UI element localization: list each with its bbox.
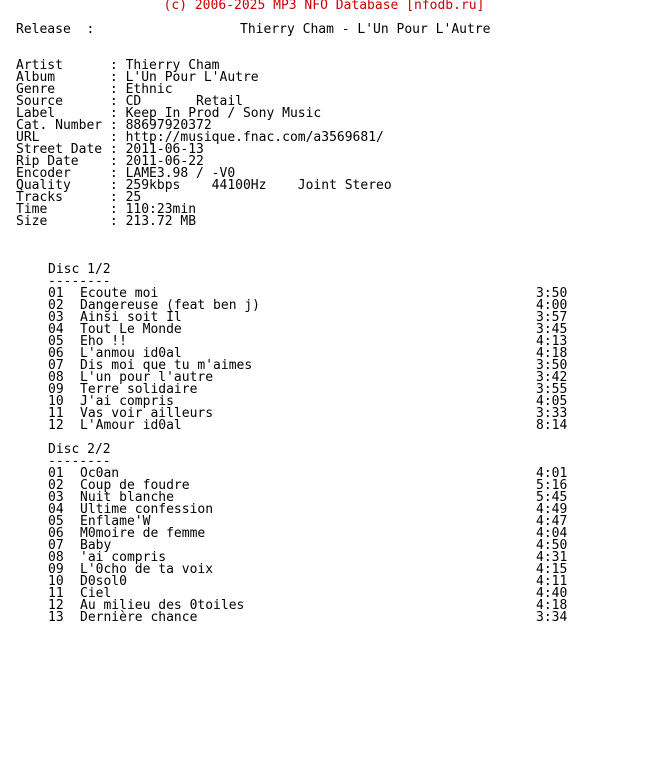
track-duration: 3:55 [536,382,568,397]
info-field-value: Ethnic [125,82,173,97]
track-duration: 4:05 [536,394,568,409]
info-field-label: Quality [16,178,110,193]
track-duration: 4:01 [536,466,568,481]
info-field-label: Rip Date [16,154,110,169]
info-field [16,216,196,228]
track-number: 13 [48,610,64,625]
track-duration: 8:14 [536,418,568,433]
info-field-separator: : [109,70,126,85]
track-duration: 5:45 [536,490,568,505]
track-number: 07 [48,358,64,373]
info-field-separator: : [109,106,126,121]
track-number: 09 [48,382,64,397]
info-field-label: Encoder [16,166,110,181]
track-duration: 3:57 [536,310,568,325]
info-field-value: 2011-06-13 [125,142,204,157]
info-field-separator: : [109,154,126,169]
track-title: L'un pour l'autre [80,370,214,385]
track-duration: 3:50 [536,358,568,373]
track-number: 03 [48,490,64,505]
track-number: 11 [48,586,64,601]
track-duration: 4:47 [536,514,568,529]
track-number: 07 [48,538,64,553]
info-field-value: http://musique.fnac.com/a3569681/ [125,130,384,145]
track-number: 01 [48,286,64,301]
track-title: Ciel [80,586,112,601]
track-duration: 4:50 [536,538,568,553]
track-number: 04 [48,322,64,337]
track-title: Vas voir ailleurs [80,406,214,421]
track-title: Au milieu des 0toiles [80,598,245,613]
info-field-value: Thierry Cham [125,58,220,73]
track-number: 08 [48,370,64,385]
info-field-value: LAME3.98 / -V0 [125,166,236,181]
track-number: 03 [48,310,64,325]
track-duration: 4:18 [536,598,568,613]
disc-title: Disc 2/2 [48,442,111,457]
release-label: Release : [16,22,95,37]
track-duration: 4:13 [536,334,568,349]
info-field-label: Street Date [16,142,110,157]
disc-underline: -------- [48,454,111,469]
info-field-value: CD Retail [125,94,243,109]
info-field-value: 2011-06-22 [125,154,204,169]
track-title: L'anmou id0al [80,346,182,361]
track-number: 02 [48,298,64,313]
info-field-value: 88697920372 [125,118,212,133]
track-title: Tout Le Monde [80,322,182,337]
track-title: Terre solidaire [80,382,198,397]
info-field-value: L'Un Pour L'Autre [125,70,259,85]
track-number: 10 [48,394,64,409]
track-number: 08 [48,550,64,565]
track-number: 02 [48,478,64,493]
info-field-separator: : [109,130,126,145]
track-duration: 4:11 [536,574,568,589]
info-field-separator: : [109,94,126,109]
track-number: 01 [48,466,64,481]
info-field-separator: : [109,214,126,229]
disc-title: Disc 1/2 [48,262,111,277]
track-number: 05 [48,514,64,529]
info-field-separator: : [109,166,126,181]
track-duration: 4:00 [536,298,568,313]
track-title: Ainsi soit Il [80,310,182,325]
track-number: 10 [48,574,64,589]
info-field-value: Keep In Prod / Sony Music [125,106,322,121]
info-field-separator: : [109,190,126,205]
track-number: 11 [48,406,64,421]
track-duration: 4:04 [536,526,568,541]
track-number: 06 [48,346,64,361]
track-title: Oc0an [80,466,120,481]
info-field-label: Time [16,202,110,217]
disc-underline: -------- [48,274,111,289]
track-title: Nuit blanche [80,490,174,505]
info-field-label: Size [16,214,110,229]
track-duration: 4:49 [536,502,568,517]
track-duration: 4:31 [536,550,568,565]
track-title: Ultime confession [80,502,214,517]
info-field-label: Tracks [16,190,110,205]
track-title: Baby [80,538,112,553]
track-title: D0sol0 [80,574,127,589]
info-field-label: Album [16,70,110,85]
track-title: M0moire de femme [80,526,206,541]
info-field-separator: : [109,58,126,73]
info-field-separator: : [109,202,126,217]
info-field-value: 213.72 MB [125,214,197,229]
track-title: 'ai compris [80,550,167,565]
track-title: Dernière chance [80,610,198,625]
info-field-label: Cat. Number [16,118,110,133]
info-field-label: Artist [16,58,110,73]
track-title: Dis moi que tu m'aimes [80,358,253,373]
info-field-separator: : [109,178,126,193]
info-field-separator: : [109,142,126,157]
info-field-value: 110:23min [125,202,197,217]
track-number: 04 [48,502,64,517]
track-duration: 4:40 [536,586,568,601]
track-duration: 4:15 [536,562,568,577]
track-title: L'Amour id0al [80,418,182,433]
track-number: 12 [48,598,64,613]
track-title: Ecoute moi [80,286,159,301]
track-number: 05 [48,334,64,349]
track-number: 09 [48,562,64,577]
info-field-value: 25 [125,190,142,205]
track-title: L'0cho de ta voix [80,562,214,577]
track-title: Eho !! [80,334,127,349]
track-title: Enflame'W [80,514,151,529]
track-duration: 3:33 [536,406,568,421]
track-number: 12 [48,418,64,433]
track-title: Dangereuse (feat ben j) [80,298,261,313]
info-field-separator: : [109,82,126,97]
info-field-label: Label [16,106,110,121]
info-field-label: URL [16,130,110,145]
track-number: 06 [48,526,64,541]
track-title: Coup de foudre [80,478,190,493]
track-duration: 3:34 [536,610,568,625]
info-field-label: Source [16,94,110,109]
release-value: Thierry Cham - L'Un Pour L'Autre [240,22,491,37]
track-duration: 5:16 [536,478,568,493]
track-duration: 3:45 [536,322,568,337]
track-duration: 3:42 [536,370,568,385]
info-field-value: 259kbps 44100Hz Joint Stereo [125,178,392,193]
info-field-label: Genre [16,82,110,97]
track-duration: 4:18 [536,346,568,361]
site-header[interactable]: (c) 2006-2025 MP3 NFO Database [nfodb.ru] [163,0,485,13]
info-field-separator: : [109,118,126,133]
track-duration: 3:50 [536,286,568,301]
track-title: J'ai compris [80,394,174,409]
